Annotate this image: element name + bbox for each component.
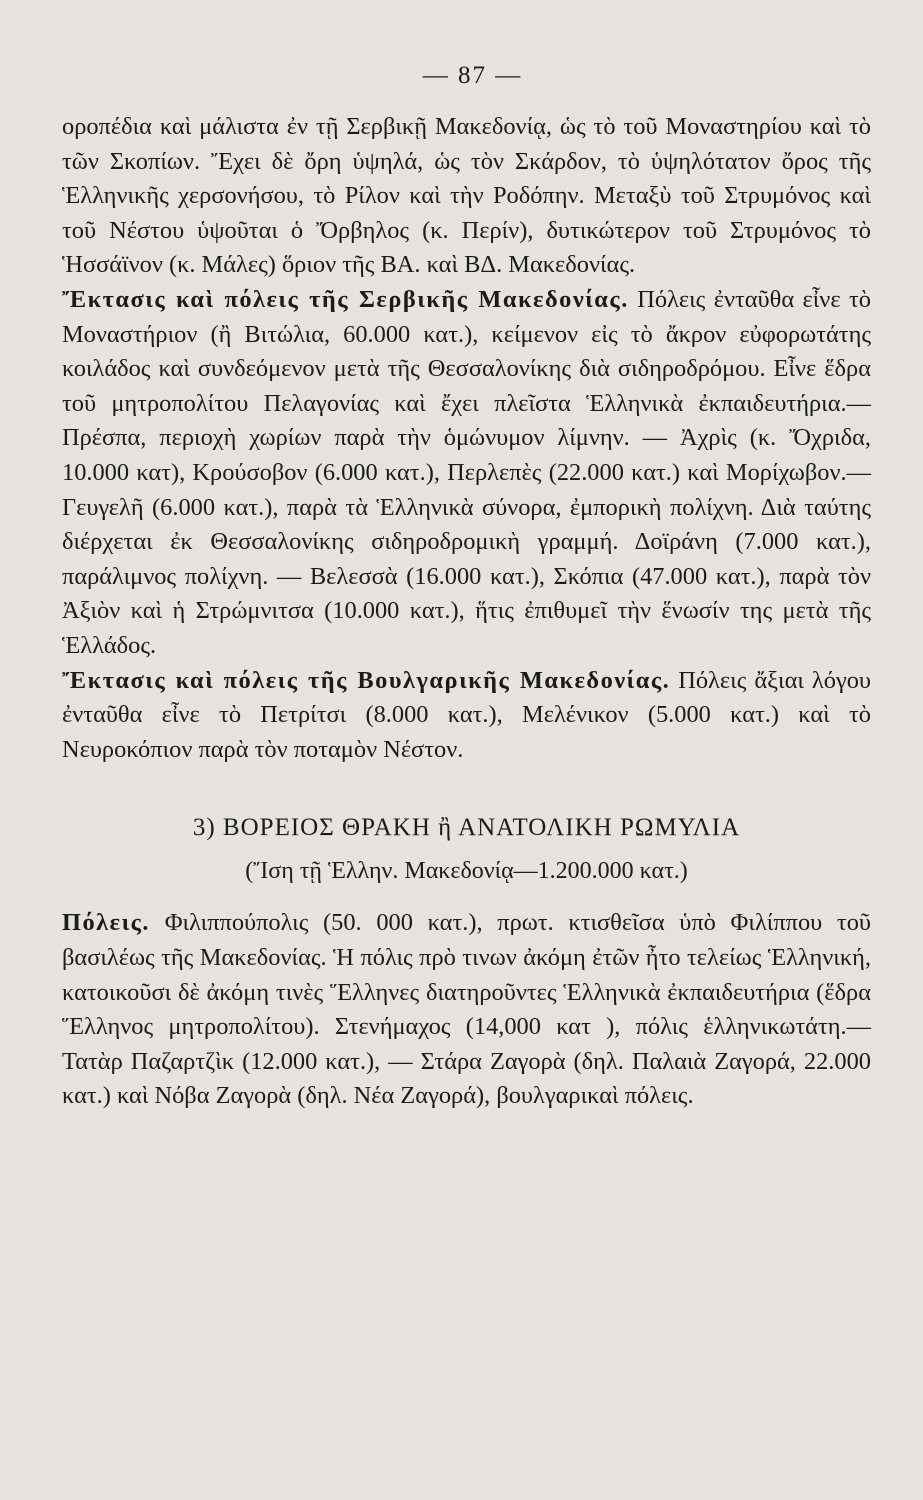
serbian-macedonia-heading: Ἔκτασις καὶ πόλεις τῆς Σερβικῆς Μακεδονίας. [62,285,629,313]
bulgarian-macedonia-paragraph [62,664,871,768]
intro-paragraph: οροπέδια καὶ μάλιστα ἐν τῇ Σερβικῇ Μακεδονίᾳ, ὡς τὸ τοῦ Μοναστηρίου καὶ τὸ τῶν Σκοπίων. Ἔχει δὲ ὄρη ὑψηλά, ὡς τὸν Σκάρδον, τὸ ὑψηλότατον ὄρος τῆς Ἑλληνικῆς χερσονήσου, τὸ Ρίλον καὶ τὴν Ροδόπην. Μεταξὺ τοῦ Στρυμόνος καὶ τοῦ Νέστου ὑψοῦται ὁ Ὄρβηλος (κ. Περίν), δυτικώτερον τοῦ Στρυμόνος τὸ Ἡσσάϊνον (κ. Μάλες) ὅριον τῆς ΒΑ. καὶ ΒΔ. Μακεδονίας. [62,113,871,279]
page-number: — 87 — [422,62,523,89]
thrace-cities-heading: Πόλεις. [62,909,151,937]
section-title: 3) ΒΟΡΕΙΟΣ ΘΡΑΚΗ ἢ ΑΝΑΤΟΛΙΚΗ ΡΩΜΥΛΙΑ [192,814,741,842]
bulgarian-macedonia-heading: Ἔκτασις καὶ πόλεις τῆς Βουλγαρικῆς Μακεδονίας. [62,666,671,694]
thrace-cities-body: Φιλιππούπολις (50. 000 κατ.), πρωτ. κτισθεῖσα ὑπὸ Φιλίππου τοῦ βασιλέως τῆς Μακεδονίας. Ἡ πόλις πρὸ τινων ἀκόμη ἐτῶν ἦτο τελείως Ἑλληνική, κατοικοῦσι δὲ ἀκόμη τινὲς Ἕλληνες διατηροῦντες Ἑλληνικὰ ἐκπαιδευτήρια (ἕδρα Ἕλληνος μητροπολίτου). Στενήμαχος (14,000 κατ ), πόλις ἑλληνικωτάτη.— Τατὰρ Παζαρτζὶκ (12.000 κατ.), — Στάρα Ζαγορὰ (δηλ. Παλαιὰ Ζαγορά, 22.000 κατ.) καὶ Νόβα Ζαγορὰ (δηλ. Νέα Ζαγορά), βουλγαρικαὶ πόλεις. [62,909,871,1110]
serbian-macedonia-paragraph [62,283,871,664]
serbian-macedonia-body: Πόλεις ἐνταῦθα εἶνε τὸ Μοναστήριον (ἢ Βιτώλια, 60.000 κατ.), κείμενον εἰς τὸ ἄκρον εὐφορωτάτης κοιλάδος καὶ συνδεόμενον μετὰ τῆς Θεσσαλονίκης διὰ σιδηροδρόμου. Εἶνε ἕδρα τοῦ μητροπολίτου Πελαγονίας καὶ ἔχει πλεῖστα Ἑλληνικὰ ἐκπαιδευτήρια.—Πρέσπα, περιοχὴ χωρίων παρὰ τὴν ὁμώνυμον λίμνην. — Ἀχρὶς (κ. Ὄχριδα, 10.000 κατ), Κρούσοβον (6.000 κατ.), Περλεπὲς (22.000 κατ.) καὶ Μορίχωβον.—Γευγελῆ (6.000 κατ.), παρὰ τὰ Ἑλληνικὰ σύνορα, ἐμπορικὴ πολίχνη. Διὰ ταύτης διέρχεται ἐκ Θεσσαλονίκης σιδηροδρομικὴ γραμμή. Δοϊράνη (7.000 κατ.), παράλιμνος πολίχνη. — Βελεσσὰ (16.000 κατ.), Σκόπια (47.000 κατ.), παρὰ τὸν Ἀξιὸν καὶ ἡ Στρώμνιτσα (10.000 κατ.), ἥτις ἐπιθυμεῖ τὴν ἕνωσίν της μετὰ τῆς Ἑλλάδος. [62,285,871,659]
bulgarian-macedonia-body: Πόλεις ἄξιαι λόγου ἐνταῦθα εἶνε τὸ Πετρίτσι (8.000 κατ.), Μελένικον (5.000 κατ.) καὶ τὸ Νευροκόπιον παρὰ τὸν ποταμὸν Νέστον. [62,666,871,763]
main-text [62,110,871,1114]
section-subtitle: (Ἴση τῇ Ἑλλην. Μακεδονίᾳ—1.200.000 κατ.) [245,857,688,884]
thrace-cities-paragraph [62,906,871,1114]
